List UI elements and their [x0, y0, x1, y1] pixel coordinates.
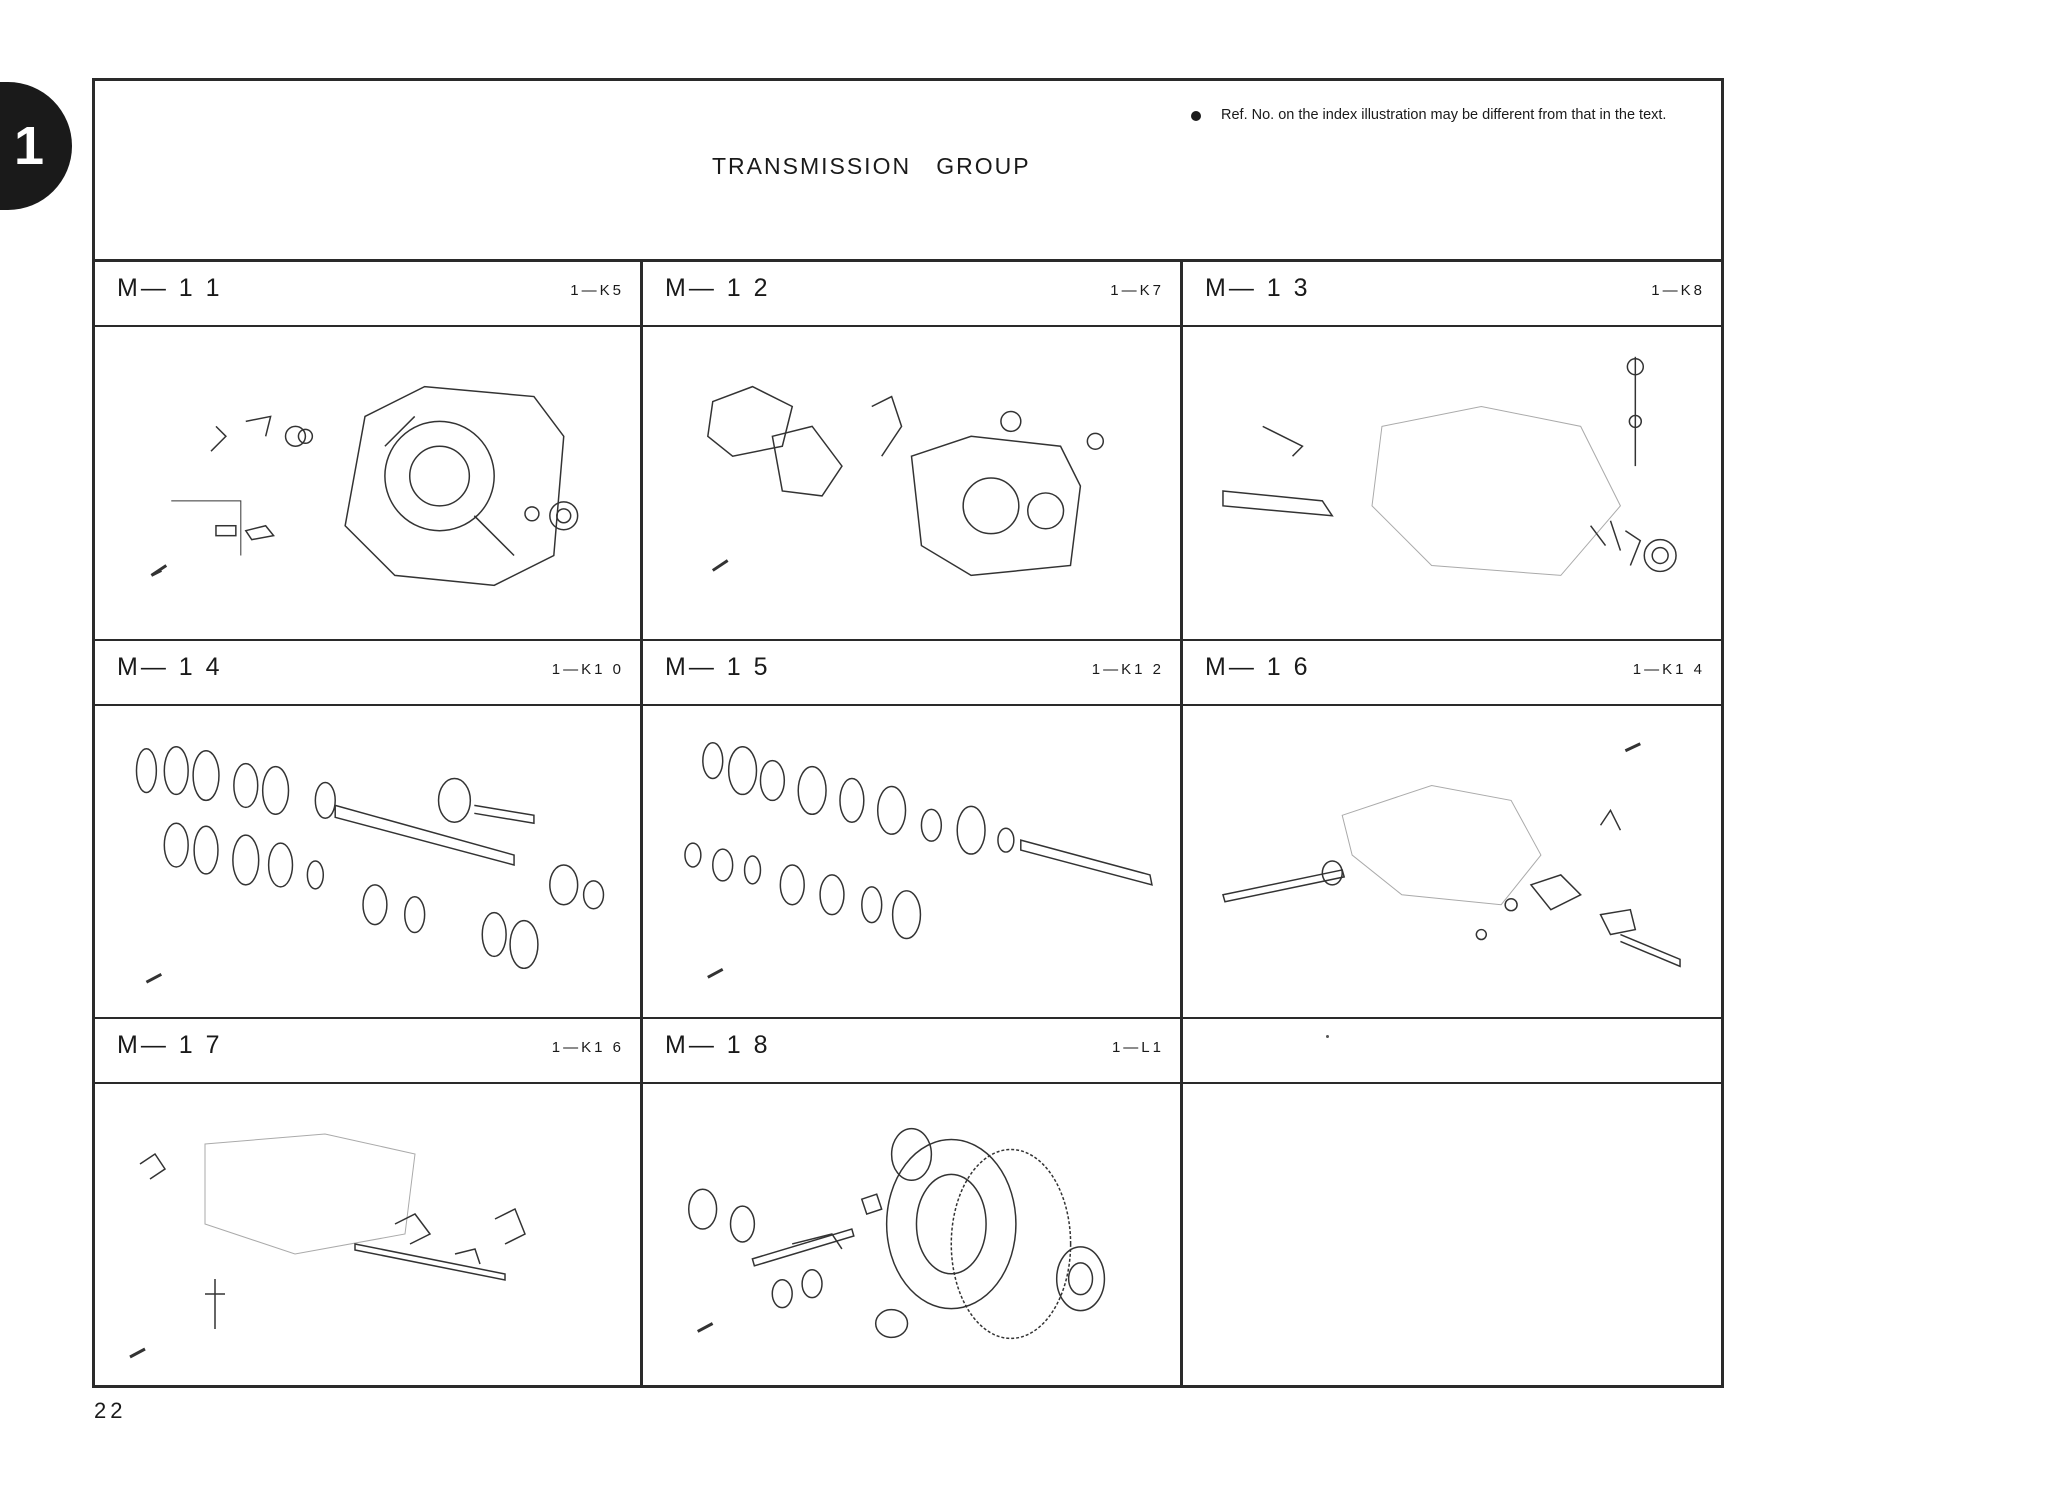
cell-ref: 1—K5 [570, 282, 624, 299]
header-note [1191, 107, 1701, 124]
illustration-differential [643, 1084, 1180, 1385]
illustration-transmission-case [643, 327, 1180, 639]
cell-ref: 1—K7 [1110, 282, 1164, 299]
illustration-shift-rod [1183, 706, 1721, 1017]
cell-m13[interactable] [1180, 262, 1721, 641]
cell-m14[interactable] [95, 641, 640, 1019]
bullet-icon [1191, 111, 1201, 121]
section-tab [0, 82, 72, 210]
illustration-shift-arm [1183, 327, 1721, 639]
illustration-shift-forks [95, 1084, 640, 1385]
cell-ref: 1—K8 [1651, 282, 1705, 299]
cell-ref: 1—K1 4 [1632, 661, 1705, 678]
cell-code: M— 1 7 [117, 1031, 223, 1059]
cell-m12[interactable] [640, 262, 1180, 641]
cell-ref: 1—L1 [1111, 1039, 1164, 1056]
cell-code: M— 1 6 [1205, 653, 1311, 681]
cell-code: M— 1 5 [665, 653, 771, 681]
cell-ref: 1—K1 6 [551, 1039, 624, 1056]
cell-ref: 1—K1 2 [1091, 661, 1164, 678]
cell-empty [1180, 1019, 1721, 1385]
cell-ref: 1—K1 0 [551, 661, 624, 678]
illustration-mainshaft [95, 706, 640, 1017]
index-frame [92, 78, 1724, 1388]
cell-m15[interactable] [640, 641, 1180, 1019]
header-note-text: Ref. No. on the index illustration may be different from that in the text. [1221, 107, 1667, 123]
illustration-countershaft [643, 706, 1180, 1017]
cell-code: M— 1 3 [1205, 274, 1311, 302]
cell-code: M— 1 4 [117, 653, 223, 681]
page-title: TRANSMISSION GROUP [712, 153, 1031, 179]
empty-illustration [1183, 1084, 1721, 1385]
page-header [95, 81, 1721, 262]
cell-m11[interactable] [95, 262, 640, 641]
cell-code: M— 1 1 [117, 274, 223, 302]
cell-code: M— 1 8 [665, 1031, 771, 1059]
cell-m18[interactable] [640, 1019, 1180, 1385]
illustration-clutch-housing [95, 327, 640, 639]
page-number: 22 [94, 1398, 127, 1423]
speck [1326, 1035, 1329, 1038]
cell-code: M— 1 2 [665, 274, 771, 302]
cell-m16[interactable] [1180, 641, 1721, 1019]
section-tab-number: 1 [13, 116, 45, 176]
cell-m17[interactable] [95, 1019, 640, 1385]
